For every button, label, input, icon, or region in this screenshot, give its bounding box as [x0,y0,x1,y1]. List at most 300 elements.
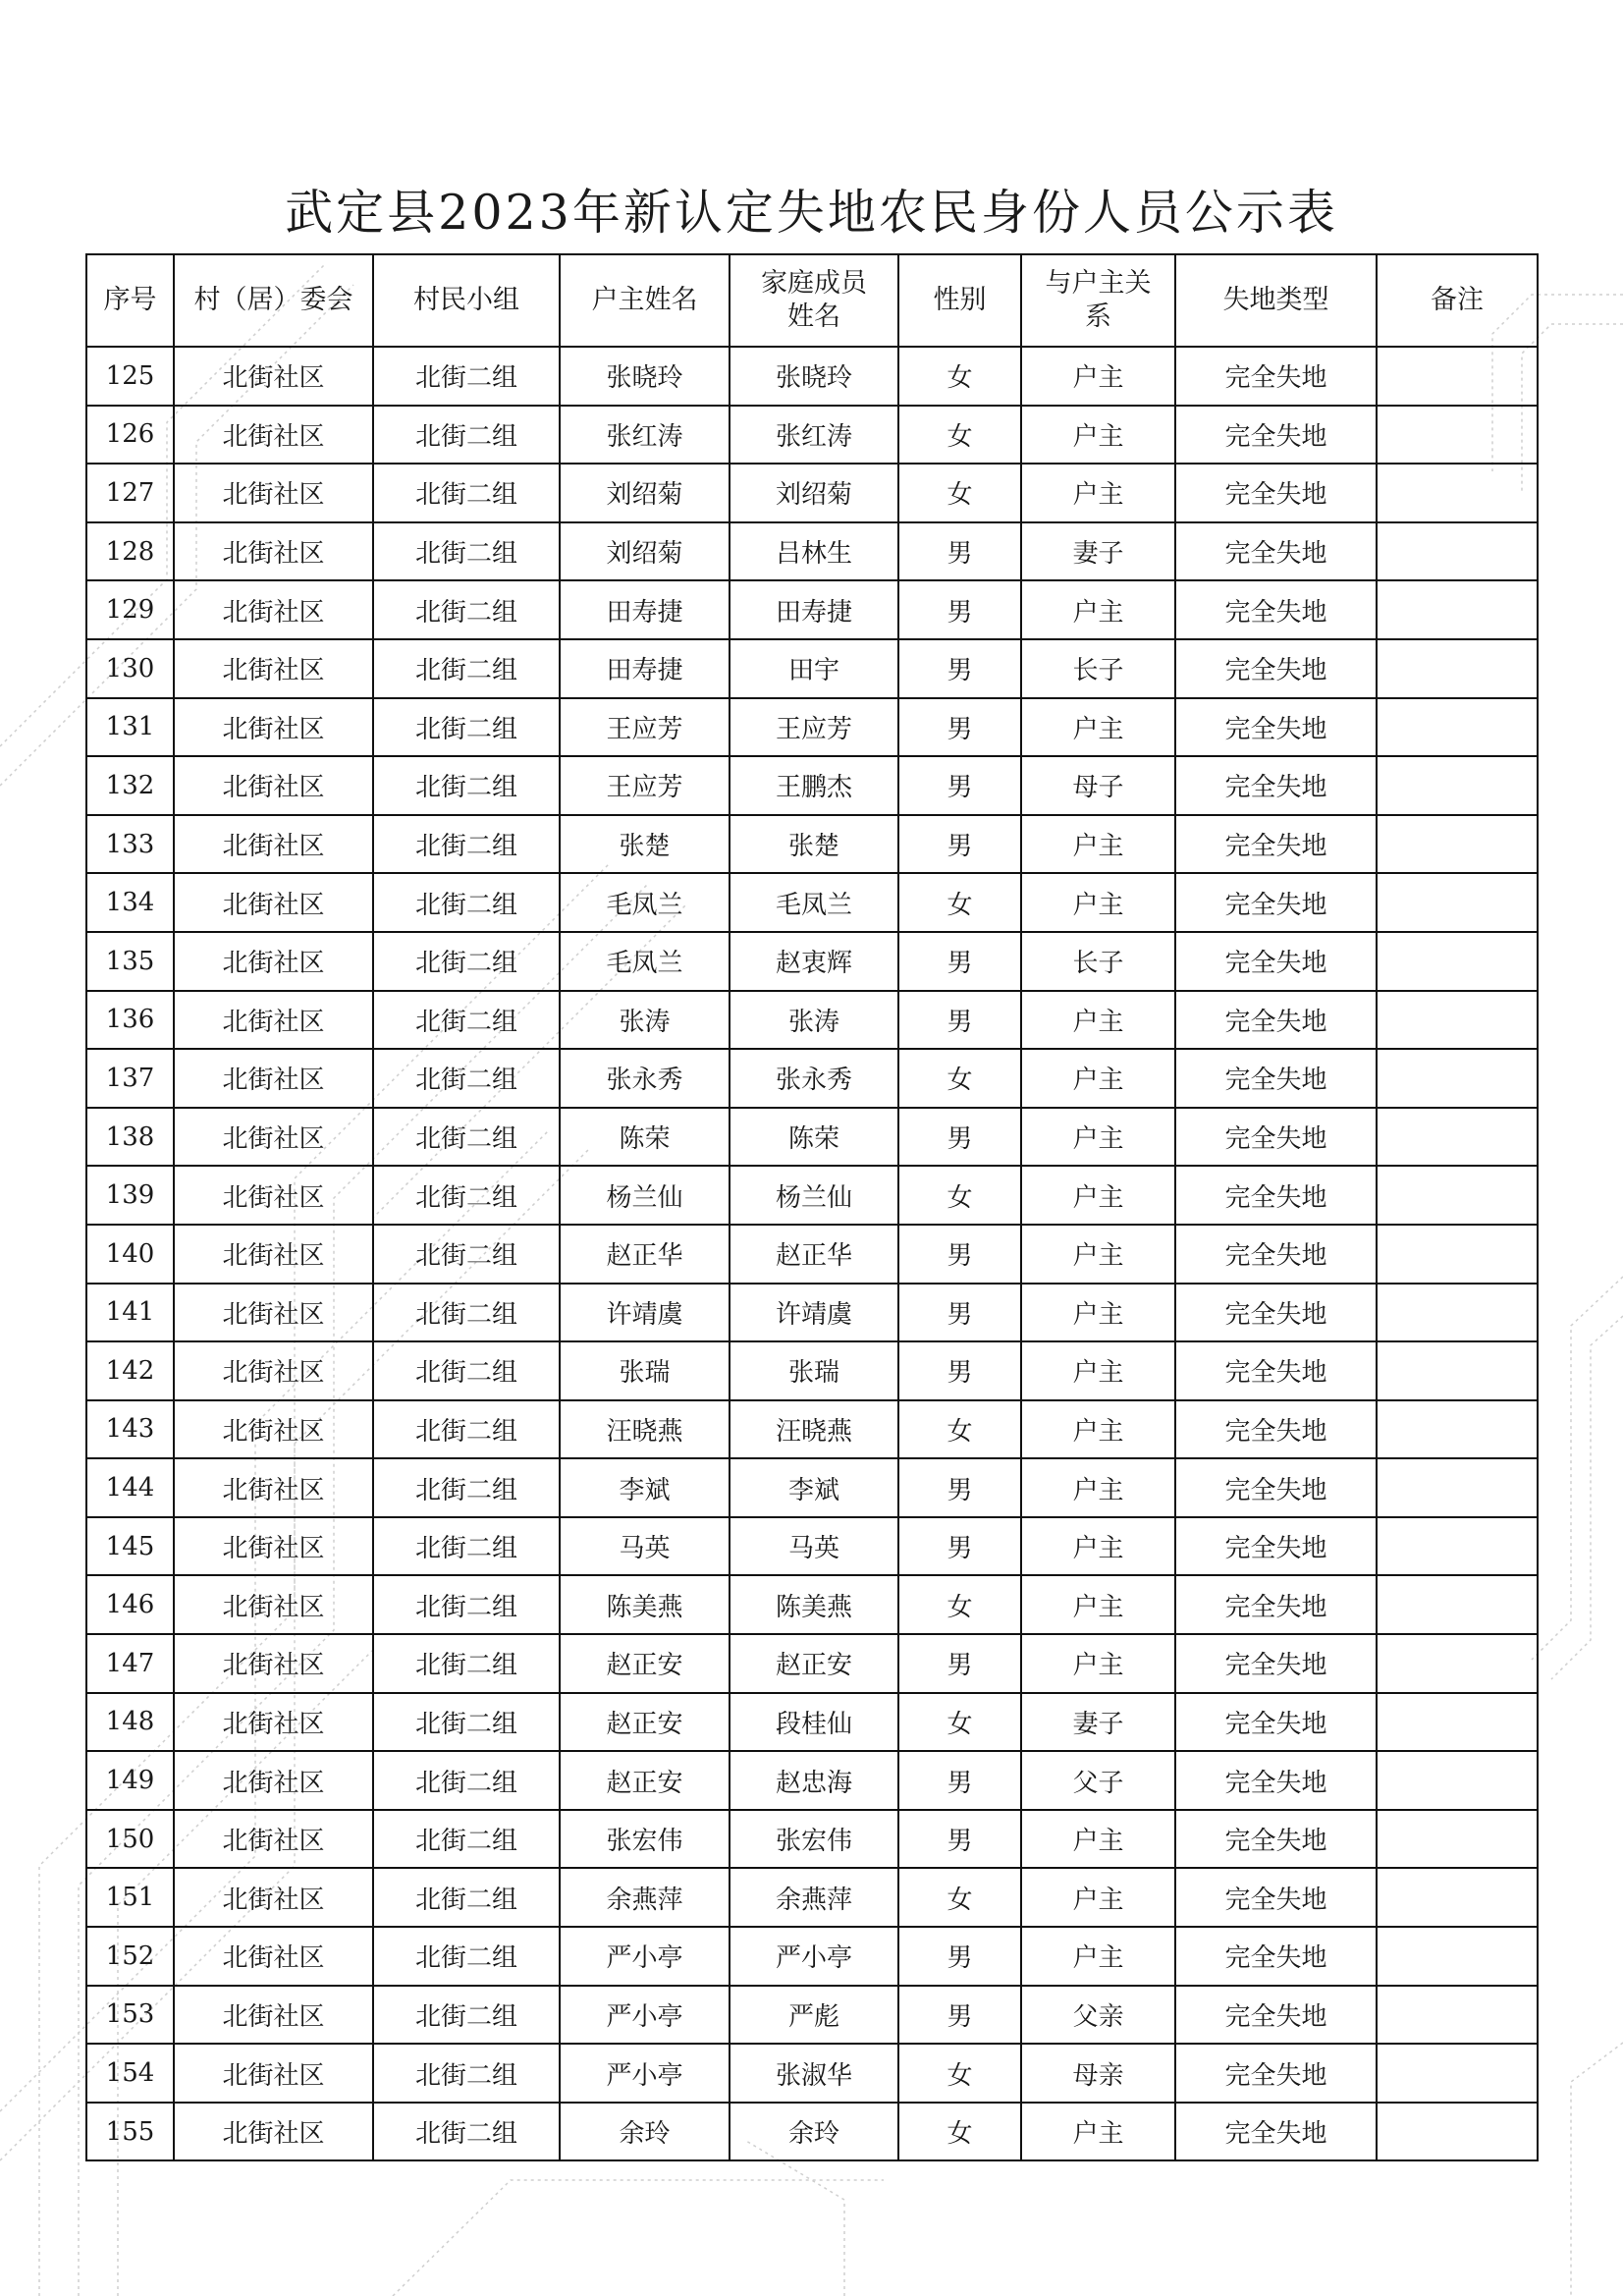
cell-committee: 北街社区 [174,1458,373,1517]
cell-relation: 户主 [1021,698,1175,757]
table-row [86,698,1538,757]
table-row [86,1341,1538,1400]
cell-member: 毛凤兰 [730,873,898,932]
cell-index: 141 [86,1284,174,1342]
cell-index: 137 [86,1049,174,1108]
cell-index: 151 [86,1868,174,1927]
cell-gender: 男 [898,1284,1021,1342]
cell-relation: 户主 [1021,1166,1175,1225]
cell-group: 北街二组 [373,1166,560,1225]
cell-index: 131 [86,698,174,757]
table-row [86,639,1538,698]
cell-gender: 女 [898,873,1021,932]
cell-gender: 女 [898,347,1021,406]
cell-land-type: 完全失地 [1175,991,1377,1050]
cell-householder: 王应芳 [560,756,730,815]
cell-committee: 北街社区 [174,1810,373,1869]
cell-gender: 女 [898,464,1021,522]
cell-member: 赵正华 [730,1225,898,1284]
cell-gender: 女 [898,2044,1021,2103]
cell-relation: 户主 [1021,1049,1175,1108]
cell-remarks [1377,932,1538,991]
cell-land-type: 完全失地 [1175,1751,1377,1810]
cell-gender: 男 [898,932,1021,991]
cell-remarks [1377,1693,1538,1752]
table-row [86,1693,1538,1752]
cell-land-type: 完全失地 [1175,873,1377,932]
cell-index: 129 [86,580,174,639]
table-row [86,406,1538,465]
cell-committee: 北街社区 [174,347,373,406]
cell-member: 赵衷辉 [730,932,898,991]
cell-relation: 户主 [1021,1927,1175,1986]
cell-remarks [1377,1400,1538,1459]
table-row [86,815,1538,874]
cell-index: 140 [86,1225,174,1284]
cell-remarks [1377,1986,1538,2045]
cell-member: 刘绍菊 [730,464,898,522]
cell-committee: 北街社区 [174,1400,373,1459]
cell-committee: 北街社区 [174,1693,373,1752]
cell-remarks [1377,991,1538,1050]
cell-committee: 北街社区 [174,2103,373,2161]
table-row [86,1868,1538,1927]
cell-relation: 户主 [1021,1400,1175,1459]
col-header-householder: 户主姓名 [560,254,730,347]
roster-table [85,253,1539,2161]
cell-member: 张瑞 [730,1341,898,1400]
cell-relation: 户主 [1021,1341,1175,1400]
table-row [86,1810,1538,1869]
table-row [86,347,1538,406]
cell-remarks [1377,580,1538,639]
cell-householder: 陈荣 [560,1108,730,1167]
table-row [86,1751,1538,1810]
cell-householder: 陈美燕 [560,1575,730,1634]
cell-member: 张宏伟 [730,1810,898,1869]
cell-householder: 赵正华 [560,1225,730,1284]
col-header-remarks: 备注 [1377,254,1538,347]
cell-remarks [1377,1108,1538,1167]
cell-land-type: 完全失地 [1175,1693,1377,1752]
cell-land-type: 完全失地 [1175,1458,1377,1517]
cell-land-type: 完全失地 [1175,406,1377,465]
table-row [86,1517,1538,1576]
cell-committee: 北街社区 [174,1927,373,1986]
table-row [86,2044,1538,2103]
cell-land-type: 完全失地 [1175,1284,1377,1342]
cell-committee: 北街社区 [174,756,373,815]
cell-group: 北街二组 [373,1693,560,1752]
cell-member: 田寿捷 [730,580,898,639]
cell-land-type: 完全失地 [1175,464,1377,522]
cell-relation: 户主 [1021,1458,1175,1517]
cell-index: 128 [86,522,174,581]
cell-gender: 女 [898,1575,1021,1634]
cell-gender: 男 [898,1108,1021,1167]
cell-index: 148 [86,1693,174,1752]
cell-group: 北街二组 [373,347,560,406]
cell-member: 张楚 [730,815,898,874]
cell-group: 北街二组 [373,1751,560,1810]
cell-member: 余玲 [730,2103,898,2161]
cell-householder: 张晓玲 [560,347,730,406]
cell-committee: 北街社区 [174,2044,373,2103]
cell-member: 严彪 [730,1986,898,2045]
cell-remarks [1377,347,1538,406]
cell-gender: 男 [898,1986,1021,2045]
cell-land-type: 完全失地 [1175,1634,1377,1693]
cell-gender: 男 [898,1225,1021,1284]
table-row [86,1927,1538,1986]
cell-member: 张晓玲 [730,347,898,406]
cell-relation: 母亲 [1021,2044,1175,2103]
cell-remarks [1377,1810,1538,1869]
cell-relation: 父子 [1021,1751,1175,1810]
cell-gender: 女 [898,2103,1021,2161]
cell-relation: 父亲 [1021,1986,1175,2045]
cell-remarks [1377,464,1538,522]
cell-index: 136 [86,991,174,1050]
cell-relation: 妻子 [1021,522,1175,581]
cell-remarks [1377,1927,1538,1986]
cell-group: 北街二组 [373,698,560,757]
cell-householder: 赵正安 [560,1634,730,1693]
cell-index: 153 [86,1986,174,2045]
cell-relation: 户主 [1021,2103,1175,2161]
cell-gender: 女 [898,406,1021,465]
cell-householder: 李斌 [560,1458,730,1517]
table-row [86,1284,1538,1342]
cell-committee: 北街社区 [174,1166,373,1225]
cell-group: 北街二组 [373,1986,560,2045]
cell-householder: 赵正安 [560,1751,730,1810]
cell-gender: 女 [898,1049,1021,1108]
cell-relation: 妻子 [1021,1693,1175,1752]
cell-householder: 严小亭 [560,2044,730,2103]
cell-householder: 田寿捷 [560,580,730,639]
cell-land-type: 完全失地 [1175,522,1377,581]
cell-remarks [1377,1868,1538,1927]
col-header-relation: 与户主关系 [1021,254,1175,347]
table-row [86,1458,1538,1517]
col-header-gender: 性别 [898,254,1021,347]
table-row [86,932,1538,991]
cell-land-type: 完全失地 [1175,1166,1377,1225]
cell-index: 133 [86,815,174,874]
cell-index: 149 [86,1751,174,1810]
cell-relation: 户主 [1021,1634,1175,1693]
cell-land-type: 完全失地 [1175,1049,1377,1108]
cell-gender: 男 [898,1810,1021,1869]
cell-index: 134 [86,873,174,932]
cell-group: 北街二组 [373,1517,560,1576]
cell-land-type: 完全失地 [1175,1810,1377,1869]
cell-member: 陈美燕 [730,1575,898,1634]
cell-index: 152 [86,1927,174,1986]
cell-group: 北街二组 [373,991,560,1050]
cell-gender: 男 [898,1341,1021,1400]
cell-index: 155 [86,2103,174,2161]
cell-group: 北街二组 [373,580,560,639]
table-row [86,991,1538,1050]
cell-committee: 北街社区 [174,406,373,465]
cell-remarks [1377,1166,1538,1225]
cell-relation: 母子 [1021,756,1175,815]
cell-remarks [1377,522,1538,581]
cell-index: 130 [86,639,174,698]
cell-householder: 余燕萍 [560,1868,730,1927]
cell-index: 143 [86,1400,174,1459]
cell-member: 李斌 [730,1458,898,1517]
cell-group: 北街二组 [373,1341,560,1400]
cell-gender: 男 [898,1517,1021,1576]
table-row [86,580,1538,639]
cell-householder: 赵正安 [560,1693,730,1752]
cell-gender: 男 [898,580,1021,639]
cell-land-type: 完全失地 [1175,1927,1377,1986]
cell-land-type: 完全失地 [1175,1517,1377,1576]
cell-group: 北街二组 [373,1927,560,1986]
cell-group: 北街二组 [373,1400,560,1459]
cell-committee: 北街社区 [174,1868,373,1927]
cell-gender: 男 [898,1634,1021,1693]
cell-group: 北街二组 [373,1868,560,1927]
cell-relation: 户主 [1021,1575,1175,1634]
cell-land-type: 完全失地 [1175,2044,1377,2103]
cell-remarks [1377,1634,1538,1693]
cell-member: 赵正安 [730,1634,898,1693]
cell-householder: 张瑞 [560,1341,730,1400]
cell-member: 余燕萍 [730,1868,898,1927]
cell-gender: 男 [898,991,1021,1050]
cell-index: 144 [86,1458,174,1517]
cell-householder: 张永秀 [560,1049,730,1108]
cell-gender: 女 [898,1400,1021,1459]
cell-householder: 田寿捷 [560,639,730,698]
cell-relation: 长子 [1021,639,1175,698]
cell-member: 张涛 [730,991,898,1050]
cell-householder: 汪晓燕 [560,1400,730,1459]
cell-gender: 男 [898,1751,1021,1810]
cell-gender: 女 [898,1166,1021,1225]
cell-remarks [1377,815,1538,874]
cell-member: 王鹏杰 [730,756,898,815]
cell-group: 北街二组 [373,1810,560,1869]
cell-householder: 刘绍菊 [560,464,730,522]
cell-relation: 户主 [1021,406,1175,465]
cell-index: 147 [86,1634,174,1693]
cell-land-type: 完全失地 [1175,1108,1377,1167]
cell-group: 北街二组 [373,1284,560,1342]
cell-group: 北街二组 [373,2103,560,2161]
cell-committee: 北街社区 [174,1341,373,1400]
cell-group: 北街二组 [373,639,560,698]
cell-committee: 北街社区 [174,1225,373,1284]
cell-householder: 严小亭 [560,1927,730,1986]
cell-relation: 户主 [1021,347,1175,406]
cell-gender: 男 [898,522,1021,581]
cell-land-type: 完全失地 [1175,1986,1377,2045]
cell-relation: 户主 [1021,1284,1175,1342]
cell-relation: 户主 [1021,991,1175,1050]
col-header-committee: 村（居）委会 [174,254,373,347]
table-row [86,1166,1538,1225]
cell-relation: 户主 [1021,873,1175,932]
col-header-member: 家庭成员姓名 [730,254,898,347]
cell-committee: 北街社区 [174,464,373,522]
cell-committee: 北街社区 [174,1517,373,1576]
table-row [86,1634,1538,1693]
cell-remarks [1377,1049,1538,1108]
cell-group: 北街二组 [373,406,560,465]
cell-remarks [1377,1751,1538,1810]
cell-householder: 王应芳 [560,698,730,757]
cell-committee: 北街社区 [174,1751,373,1810]
cell-index: 146 [86,1575,174,1634]
col-header-group: 村民小组 [373,254,560,347]
cell-gender: 女 [898,1868,1021,1927]
cell-relation: 户主 [1021,1108,1175,1167]
cell-relation: 户主 [1021,580,1175,639]
cell-remarks [1377,1284,1538,1342]
cell-committee: 北街社区 [174,639,373,698]
cell-remarks [1377,1458,1538,1517]
cell-member: 田宇 [730,639,898,698]
cell-group: 北街二组 [373,1634,560,1693]
cell-committee: 北街社区 [174,815,373,874]
cell-member: 许靖虞 [730,1284,898,1342]
cell-land-type: 完全失地 [1175,1575,1377,1634]
cell-group: 北街二组 [373,1225,560,1284]
table-row [86,2103,1538,2161]
cell-group: 北街二组 [373,1458,560,1517]
cell-member: 张红涛 [730,406,898,465]
table-row [86,1986,1538,2045]
cell-member: 张淑华 [730,2044,898,2103]
cell-member: 吕林生 [730,522,898,581]
cell-member: 汪晓燕 [730,1400,898,1459]
cell-committee: 北街社区 [174,522,373,581]
cell-remarks [1377,756,1538,815]
cell-committee: 北街社区 [174,1284,373,1342]
cell-householder: 毛凤兰 [560,932,730,991]
table-row [86,522,1538,581]
cell-index: 139 [86,1166,174,1225]
cell-relation: 户主 [1021,1810,1175,1869]
table-row [86,1575,1538,1634]
col-header-land-type: 失地类型 [1175,254,1377,347]
cell-householder: 许靖虞 [560,1284,730,1342]
cell-land-type: 完全失地 [1175,756,1377,815]
cell-committee: 北街社区 [174,1108,373,1167]
cell-land-type: 完全失地 [1175,580,1377,639]
cell-relation: 长子 [1021,932,1175,991]
cell-householder: 张楚 [560,815,730,874]
cell-remarks [1377,2044,1538,2103]
cell-member: 张永秀 [730,1049,898,1108]
table-row [86,1049,1538,1108]
cell-group: 北街二组 [373,756,560,815]
cell-index: 125 [86,347,174,406]
cell-remarks [1377,1225,1538,1284]
cell-committee: 北街社区 [174,1986,373,2045]
cell-householder: 严小亭 [560,1986,730,2045]
cell-relation: 户主 [1021,1225,1175,1284]
cell-householder: 马英 [560,1517,730,1576]
cell-remarks [1377,1575,1538,1634]
cell-index: 126 [86,406,174,465]
cell-householder: 杨兰仙 [560,1166,730,1225]
cell-householder: 余玲 [560,2103,730,2161]
table-row [86,464,1538,522]
col-header-index: 序号 [86,254,174,347]
cell-committee: 北街社区 [174,580,373,639]
cell-index: 150 [86,1810,174,1869]
cell-member: 王应芳 [730,698,898,757]
cell-land-type: 完全失地 [1175,347,1377,406]
cell-group: 北街二组 [373,522,560,581]
cell-gender: 男 [898,698,1021,757]
cell-committee: 北街社区 [174,991,373,1050]
cell-householder: 张红涛 [560,406,730,465]
cell-land-type: 完全失地 [1175,639,1377,698]
header-row [86,254,1538,347]
cell-relation: 户主 [1021,815,1175,874]
cell-committee: 北街社区 [174,1049,373,1108]
cell-land-type: 完全失地 [1175,2103,1377,2161]
cell-remarks [1377,406,1538,465]
cell-index: 132 [86,756,174,815]
cell-index: 154 [86,2044,174,2103]
table-row [86,873,1538,932]
page-title: 武定县2023年新认定失地农民身份人员公示表 [285,185,1338,241]
cell-remarks [1377,1517,1538,1576]
cell-householder: 张涛 [560,991,730,1050]
cell-land-type: 完全失地 [1175,815,1377,874]
cell-index: 135 [86,932,174,991]
cell-group: 北街二组 [373,873,560,932]
cell-relation: 户主 [1021,1868,1175,1927]
cell-member: 杨兰仙 [730,1166,898,1225]
cell-gender: 男 [898,1927,1021,1986]
cell-index: 142 [86,1341,174,1400]
cell-gender: 女 [898,1693,1021,1752]
cell-committee: 北街社区 [174,932,373,991]
cell-index: 145 [86,1517,174,1576]
table-row [86,1108,1538,1167]
table-row [86,1225,1538,1284]
cell-committee: 北街社区 [174,1634,373,1693]
cell-committee: 北街社区 [174,873,373,932]
cell-remarks [1377,1341,1538,1400]
cell-land-type: 完全失地 [1175,1225,1377,1284]
cell-gender: 男 [898,1458,1021,1517]
cell-land-type: 完全失地 [1175,1341,1377,1400]
cell-member: 段桂仙 [730,1693,898,1752]
cell-gender: 男 [898,639,1021,698]
cell-remarks [1377,873,1538,932]
cell-group: 北街二组 [373,1049,560,1108]
cell-group: 北街二组 [373,1575,560,1634]
cell-group: 北街二组 [373,2044,560,2103]
cell-group: 北街二组 [373,464,560,522]
cell-land-type: 完全失地 [1175,932,1377,991]
cell-land-type: 完全失地 [1175,1400,1377,1459]
cell-member: 马英 [730,1517,898,1576]
cell-group: 北街二组 [373,932,560,991]
cell-member: 严小亭 [730,1927,898,1986]
